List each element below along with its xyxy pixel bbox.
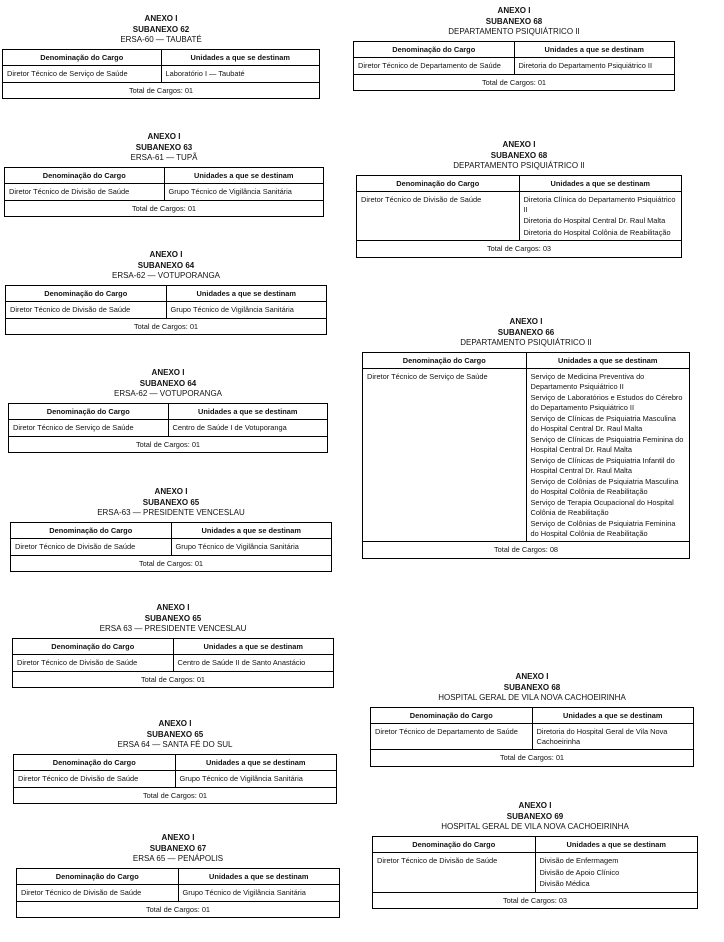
header-unidades: Unidades a que se destinam xyxy=(166,285,327,302)
table-row xyxy=(371,724,694,750)
orgao-title: ERSA 65 — PENÁPOLIS xyxy=(132,854,224,863)
header-denominacao: Denominação do Cargo xyxy=(14,754,176,771)
unidade-item: Serviço de Terapia Ocupacional do Hospital Colônia de Reabilitação xyxy=(530,498,674,517)
subanexo-title: SUBANEXO 68 xyxy=(490,150,548,160)
anexo-title: ANEXO I xyxy=(518,801,552,810)
header-denominacao: Denominação do Cargo xyxy=(5,167,165,184)
unidade-item: Diretoria do Hospital Geral de Vila Nova Cachoeirinha xyxy=(536,727,668,746)
header-unidades: Unidades a que se destinam xyxy=(171,522,332,539)
subanexo-block xyxy=(362,317,690,559)
cargos-table xyxy=(16,868,340,919)
unidade-item: Grupo Técnico de Vigilância Sanitária xyxy=(168,187,292,196)
cargos-table xyxy=(362,352,690,559)
orgao-title: ERSA-60 — TAUBATÉ xyxy=(120,35,202,44)
header-unidades: Unidades a que se destinam xyxy=(164,167,324,184)
header-denominacao: Denominação do Cargo xyxy=(9,403,169,420)
subanexo-block xyxy=(5,250,327,335)
subanexo-title: SUBANEXO 64 xyxy=(139,378,197,388)
anexo-title: ANEXO I xyxy=(161,833,195,842)
unidades-cell xyxy=(168,420,328,437)
subanexo-title: SUBANEXO 69 xyxy=(506,811,564,821)
total-row xyxy=(373,892,698,909)
cargo-cell: Diretor Técnico de Serviço de Saúde xyxy=(3,66,162,83)
orgao-title: ERSA-63 — PRESIDENTE VENCESLAU xyxy=(97,508,245,517)
unidades-cell xyxy=(175,771,337,788)
table-row xyxy=(3,66,320,83)
cargos-table xyxy=(10,522,332,573)
orgao-title: HOSPITAL GERAL DE VILA NOVA CACHOEIRINHA xyxy=(438,693,626,702)
block-heading xyxy=(362,317,690,349)
subanexo-block xyxy=(356,140,682,258)
header-denominacao: Denominação do Cargo xyxy=(354,41,515,58)
header-unidades: Unidades a que se destinam xyxy=(168,403,328,420)
header-denominacao: Denominação do Cargo xyxy=(11,522,172,539)
cargos-table xyxy=(5,285,327,336)
unidade-item: Diretoria do Hospital Colônia de Reabilitação xyxy=(523,227,671,237)
header-denominacao: Denominação do Cargo xyxy=(6,285,167,302)
unidade-item: Diretoria Clínica do Departamento Psiquiátrico II xyxy=(523,195,676,214)
table-row xyxy=(17,885,340,902)
orgao-title: DEPARTAMENTO PSIQUIÁTRICO II xyxy=(453,161,585,170)
anexo-title: ANEXO I xyxy=(509,317,543,326)
cargo-cell: Diretor Técnico de Serviço de Saúde xyxy=(363,369,527,542)
table-header-row xyxy=(11,522,332,539)
table-row xyxy=(14,771,337,788)
cargos-table xyxy=(13,754,337,805)
subanexo-block xyxy=(372,801,698,909)
header-unidades: Unidades a que se destinam xyxy=(175,754,337,771)
anexo-title: ANEXO I xyxy=(151,368,185,377)
block-heading xyxy=(5,250,327,282)
header-unidades: Unidades a que se destinam xyxy=(514,41,675,58)
total-cargos: Total de Cargos: 03 xyxy=(373,892,698,909)
unidade-item: Divisão de Apoio Clínico xyxy=(539,867,620,877)
unidade-item: Centro de Saúde II de Santo Anastácio xyxy=(177,658,306,667)
total-row xyxy=(371,750,694,767)
block-heading xyxy=(12,603,334,635)
orgao-title: ERSA-62 — VOTUPORANGA xyxy=(111,271,221,280)
unidade-item: Divisão Médica xyxy=(539,879,590,888)
cargos-table xyxy=(2,49,320,100)
total-cargos: Total de Cargos: 01 xyxy=(3,82,320,99)
total-row xyxy=(5,200,324,217)
table-row xyxy=(363,369,690,542)
table-row xyxy=(13,655,334,672)
unidade-item: Diretoria do Hospital Central Dr. Raul Malta xyxy=(523,216,666,225)
subanexo-block xyxy=(370,672,694,767)
total-cargos: Total de Cargos: 01 xyxy=(17,901,340,918)
table-header-row xyxy=(9,403,328,420)
cargo-cell: Diretor Técnico de Divisão de Saúde xyxy=(14,771,176,788)
total-row xyxy=(14,787,337,804)
block-heading xyxy=(2,14,320,46)
subanexo-block xyxy=(16,833,340,918)
unidades-cell xyxy=(161,66,320,83)
subanexo-title: SUBANEXO 65 xyxy=(144,613,202,623)
header-denominacao: Denominação do Cargo xyxy=(17,868,179,885)
total-row xyxy=(9,436,328,453)
subanexo-title: SUBANEXO 65 xyxy=(146,729,204,739)
header-unidades: Unidades a que se destinam xyxy=(535,836,698,853)
subanexo-title: SUBANEXO 62 xyxy=(132,24,190,34)
block-heading xyxy=(8,368,328,400)
unidades-cell xyxy=(171,539,332,556)
unidades-cell xyxy=(173,655,334,672)
unidade-item: Serviço de Clínicas de Psiquiatria Masculina do Hospital Central Dr. Raul Malta xyxy=(530,414,676,433)
block-heading xyxy=(370,672,694,704)
subanexo-title: SUBANEXO 65 xyxy=(142,497,200,507)
unidade-item: Serviço de Medicina Preventiva do Departamento Psiquiátrico II xyxy=(530,372,645,391)
unidade-item: Centro de Saúde I de Votuporanga xyxy=(172,423,287,432)
unidade-item: Serviço de Clínicas de Psiquiatria Infantil do Hospital Central Dr. Raul Malta xyxy=(530,456,675,475)
table-header-row xyxy=(14,754,337,771)
total-row xyxy=(357,241,682,258)
cargo-cell: Diretor Técnico de Departamento de Saúde xyxy=(354,58,515,75)
unidades-cell xyxy=(514,58,675,75)
header-denominacao: Denominação do Cargo xyxy=(357,175,520,192)
table-header-row xyxy=(371,707,694,724)
block-heading xyxy=(353,6,675,38)
cargos-table xyxy=(8,403,328,454)
subanexo-block xyxy=(8,368,328,453)
header-denominacao: Denominação do Cargo xyxy=(371,707,533,724)
total-row xyxy=(3,82,320,99)
table-header-row xyxy=(354,41,675,58)
total-cargos: Total de Cargos: 03 xyxy=(357,241,682,258)
anexo-title: ANEXO I xyxy=(144,14,178,23)
header-unidades: Unidades a que se destinam xyxy=(173,638,334,655)
orgao-title: ERSA-62 — VOTUPORANGA xyxy=(113,389,223,398)
unidades-cell xyxy=(178,885,340,902)
header-unidades: Unidades a que se destinam xyxy=(526,352,690,369)
table-row xyxy=(6,302,327,319)
unidade-item: Divisão de Enfermagem xyxy=(539,856,619,865)
unidade-item: Grupo Técnico de Vigilância Sanitária xyxy=(175,542,299,551)
total-row xyxy=(363,542,690,559)
table-row xyxy=(357,192,682,241)
orgao-title: DEPARTAMENTO PSIQUIÁTRICO II xyxy=(448,27,580,36)
orgao-title: HOSPITAL GERAL DE VILA NOVA CACHOEIRINHA xyxy=(441,822,629,831)
unidade-item: Serviço de Colônias de Psiquiatria Feminina do Hospital Colônia de Reabilitação xyxy=(530,519,676,538)
anexo-title: ANEXO I xyxy=(515,672,549,681)
total-cargos: Total de Cargos: 01 xyxy=(13,671,334,688)
table-header-row xyxy=(3,49,320,66)
table-header-row xyxy=(6,285,327,302)
unidades-cell xyxy=(166,302,327,319)
unidade-item: Grupo Técnico de Vigilância Sanitária xyxy=(170,305,294,314)
orgao-title: DEPARTAMENTO PSIQUIÁTRICO II xyxy=(460,338,592,347)
cargo-cell: Diretor Técnico de Divisão de Saúde xyxy=(17,885,179,902)
total-cargos: Total de Cargos: 01 xyxy=(14,787,337,804)
subanexo-title: SUBANEXO 64 xyxy=(137,260,195,270)
table-row xyxy=(354,58,675,75)
cargos-table xyxy=(356,175,682,258)
table-header-row xyxy=(357,175,682,192)
unidades-cell xyxy=(519,192,682,241)
subanexo-title: SUBANEXO 68 xyxy=(503,682,561,692)
block-heading xyxy=(10,487,332,519)
unidades-cell xyxy=(526,369,690,542)
header-denominacao: Denominação do Cargo xyxy=(3,49,162,66)
header-denominacao: Denominação do Cargo xyxy=(13,638,174,655)
total-cargos: Total de Cargos: 01 xyxy=(5,200,324,217)
subanexo-title: SUBANEXO 67 xyxy=(149,843,207,853)
table-header-row xyxy=(17,868,340,885)
table-row xyxy=(5,184,324,201)
unidade-item: Diretoria do Departamento Psiquiátrico II xyxy=(518,61,653,70)
block-heading xyxy=(356,140,682,172)
orgao-title: ERSA 63 — PRESIDENTE VENCESLAU xyxy=(99,624,247,633)
subanexo-block xyxy=(2,14,320,99)
header-denominacao: Denominação do Cargo xyxy=(373,836,536,853)
anexo-title: ANEXO I xyxy=(502,140,536,149)
cargos-table xyxy=(4,167,324,218)
table-header-row xyxy=(5,167,324,184)
cargo-cell: Diretor Técnico de Divisão de Saúde xyxy=(13,655,174,672)
table-row xyxy=(11,539,332,556)
total-cargos: Total de Cargos: 01 xyxy=(6,318,327,335)
block-heading xyxy=(13,719,337,751)
total-row xyxy=(6,318,327,335)
header-unidades: Unidades a que se destinam xyxy=(532,707,694,724)
cargo-cell: Diretor Técnico de Divisão de Saúde xyxy=(11,539,172,556)
header-unidades: Unidades a que se destinam xyxy=(161,49,320,66)
unidades-cell xyxy=(164,184,324,201)
unidades-cell xyxy=(535,853,698,893)
header-unidades: Unidades a que se destinam xyxy=(178,868,340,885)
subanexo-title: SUBANEXO 68 xyxy=(485,16,543,26)
subanexo-block xyxy=(4,132,324,217)
subanexo-title: SUBANEXO 63 xyxy=(135,142,193,152)
anexo-title: ANEXO I xyxy=(158,719,192,728)
table-header-row xyxy=(363,352,690,369)
total-cargos: Total de Cargos: 01 xyxy=(371,750,694,767)
cargo-cell: Diretor Técnico de Serviço de Saúde xyxy=(9,420,169,437)
table-header-row xyxy=(373,836,698,853)
cargo-cell: Diretor Técnico de Divisão de Saúde xyxy=(373,853,536,893)
total-cargos: Total de Cargos: 01 xyxy=(11,555,332,572)
table-header-row xyxy=(13,638,334,655)
unidades-cell xyxy=(532,724,694,750)
anexo-title: ANEXO I xyxy=(156,603,190,612)
cargo-cell: Diretor Técnico de Divisão de Saúde xyxy=(6,302,167,319)
unidade-item: Laboratório I — Taubaté xyxy=(165,69,245,78)
cargos-table xyxy=(12,638,334,689)
anexo-title: ANEXO I xyxy=(497,6,531,15)
subanexo-block xyxy=(12,603,334,688)
cargo-cell: Diretor Técnico de Divisão de Saúde xyxy=(357,192,520,241)
block-heading xyxy=(16,833,340,865)
unidade-item: Serviço de Laboratórios e Estudos do Cérebro do Departamento Psiquiátrico II xyxy=(530,393,683,412)
block-heading xyxy=(4,132,324,164)
subanexo-block xyxy=(10,487,332,572)
orgao-title: ERSA 64 — SANTA FÉ DO SUL xyxy=(117,740,233,749)
total-cargos: Total de Cargos: 08 xyxy=(363,542,690,559)
unidade-item: Serviço de Clínicas de Psiquiatria Feminina do Hospital Central Dr. Raul Malta xyxy=(530,435,684,454)
unidade-item: Serviço de Colônias de Psiquiatria Masculina do Hospital Colônia de Reabilitação xyxy=(530,477,679,496)
unidade-item: Grupo Técnico de Vigilância Sanitária xyxy=(179,774,303,783)
subanexo-block xyxy=(13,719,337,804)
cargos-table xyxy=(353,41,675,92)
anexo-title: ANEXO I xyxy=(154,487,188,496)
block-heading xyxy=(372,801,698,833)
anexo-title: ANEXO I xyxy=(149,250,183,259)
cargos-table xyxy=(370,707,694,767)
cargo-cell: Diretor Técnico de Departamento de Saúde xyxy=(371,724,533,750)
cargo-cell: Diretor Técnico de Divisão de Saúde xyxy=(5,184,165,201)
orgao-title: ERSA-61 — TUPÃ xyxy=(130,153,198,162)
total-cargos: Total de Cargos: 01 xyxy=(354,74,675,91)
table-row xyxy=(373,853,698,893)
total-cargos: Total de Cargos: 01 xyxy=(9,436,328,453)
total-row xyxy=(354,74,675,91)
subanexo-block xyxy=(353,6,675,91)
total-row xyxy=(13,671,334,688)
anexo-title: ANEXO I xyxy=(147,132,181,141)
total-row xyxy=(17,901,340,918)
cargos-table xyxy=(372,836,698,910)
table-row xyxy=(9,420,328,437)
unidade-item: Grupo Técnico de Vigilância Sanitária xyxy=(182,888,306,897)
total-row xyxy=(11,555,332,572)
header-unidades: Unidades a que se destinam xyxy=(519,175,682,192)
subanexo-title: SUBANEXO 66 xyxy=(497,327,555,337)
header-denominacao: Denominação do Cargo xyxy=(363,352,527,369)
